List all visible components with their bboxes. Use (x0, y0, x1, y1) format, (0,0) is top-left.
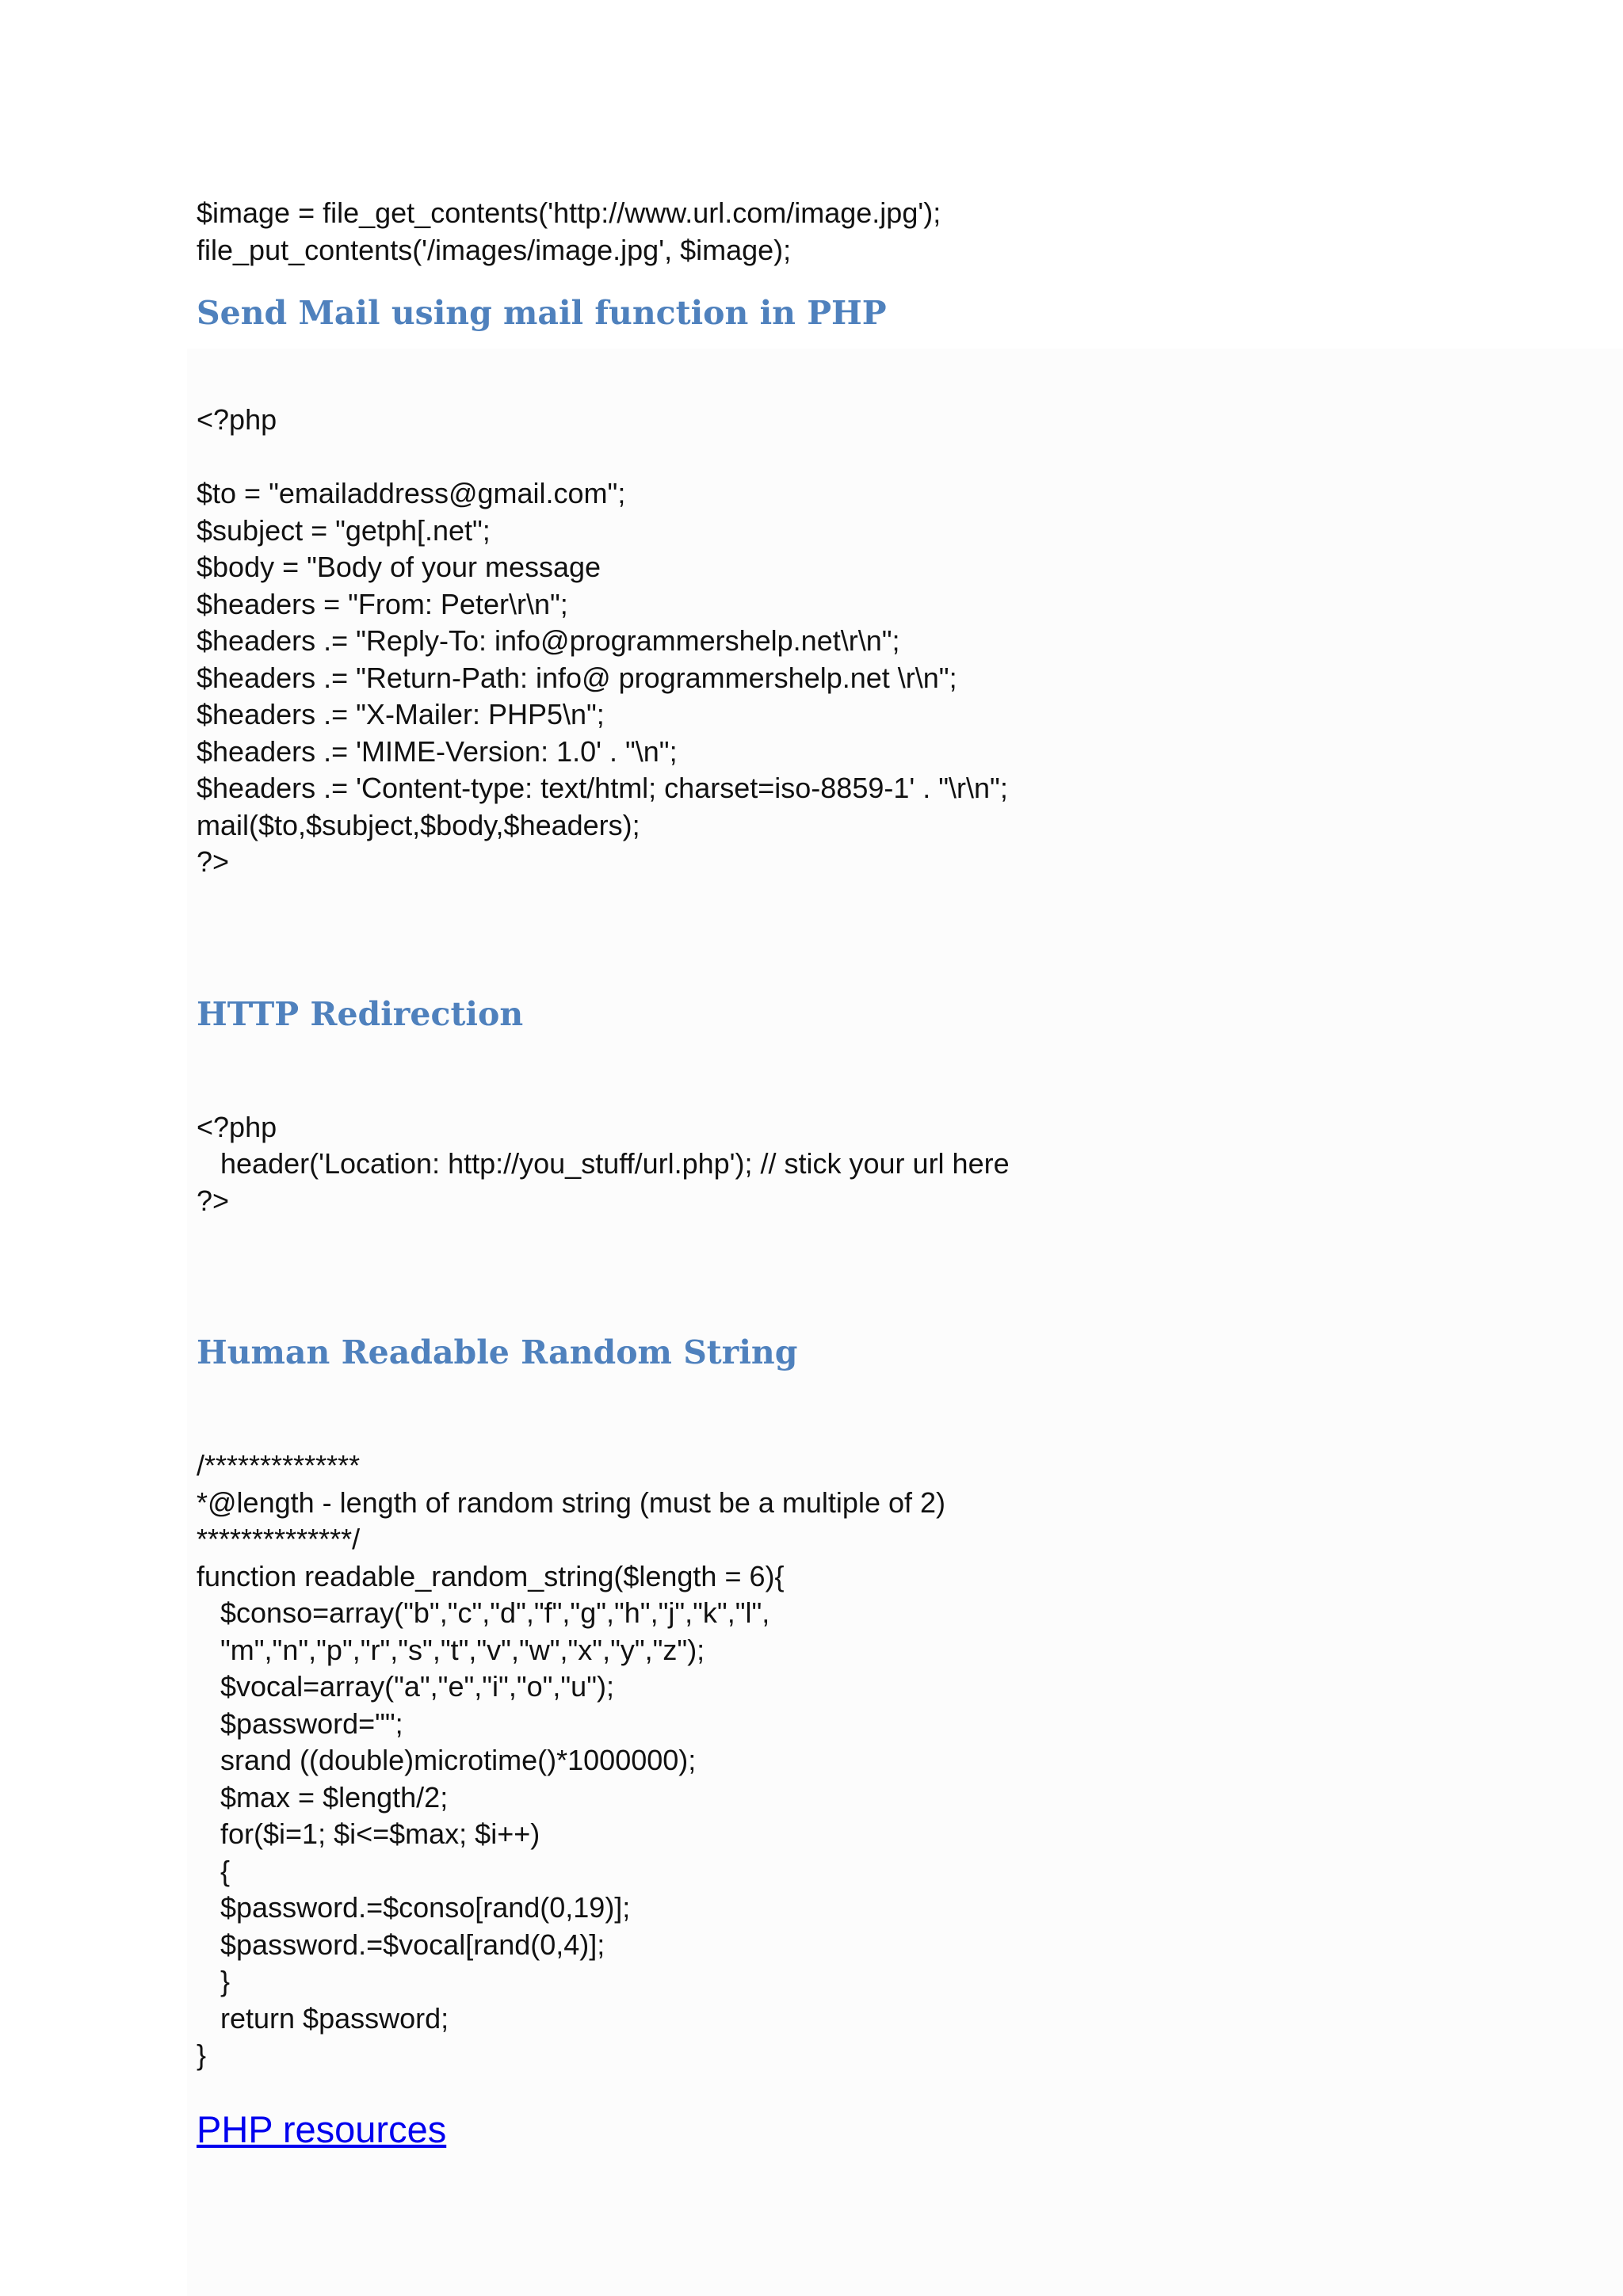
code-line: $vocal=array("a","e","i","o","u"); (197, 1670, 614, 1703)
code-line: $subject = "getph[.net"; (197, 513, 491, 547)
document-content (197, 195, 1560, 2153)
code-line: srand ((double)microtime()*1000000); (197, 1744, 697, 1776)
code-line: **************/ (197, 1523, 361, 1555)
section-heading-http-redirection: HTTP Redirection (197, 994, 524, 1033)
code-line: $password.=$vocal[rand(0,4)]; (197, 1928, 605, 1961)
code-line: $body = "Body of your message (197, 551, 601, 583)
send-mail-code (197, 402, 1560, 881)
code-line: $password.=$conso[rand(0,19)]; (197, 1891, 631, 1924)
random-string-code (197, 1447, 1560, 2074)
code-line: header('Location: http://you_stuff/url.php'); // stick your url here (197, 1147, 1010, 1180)
code-line: return $password; (197, 2001, 449, 2035)
code-line: { (197, 1854, 231, 1887)
code-line: $headers .= "X-Mailer: PHP5\n"; (197, 698, 605, 730)
section-heading-send-mail: Send Mail using mail function in PHP (197, 294, 887, 332)
image-copy-code (197, 195, 1560, 269)
code-line: <?php (197, 403, 277, 436)
code-line: $headers .= "Return-Path: info@ programmershelp.net \r\n"; (197, 661, 957, 694)
code-line: function readable_random_string($length = 6){ (197, 1559, 785, 1592)
code-line: $headers .= "Reply-To: info@programmershelp.net\r\n"; (197, 624, 900, 657)
http-redirection-code (197, 1109, 1560, 1220)
code-line: $password=""; (197, 1707, 403, 1740)
code-line: $image = file_get_contents('http://www.url.com/image.jpg'); (197, 196, 941, 229)
code-line: "m","n","p","r","s","t","v","w","x","y","z"); (197, 1633, 705, 1666)
code-line: $headers .= 'Content-type: text/html; charset=iso-8859-1' . "\r\n"; (197, 772, 1008, 804)
code-line: /************** (197, 1449, 361, 1482)
code-line: <?php (197, 1110, 277, 1143)
code-line: $conso=array("b","c","d","f","g","h","j","k","l", (197, 1596, 770, 1629)
section-heading-random-string: Human Readable Random String (197, 1333, 798, 1371)
code-line: } (197, 1965, 231, 1997)
code-line: $headers .= 'MIME-Version: 1.0' . "\n"; (197, 734, 678, 768)
code-line (197, 439, 1560, 476)
footer-link-wrapper (197, 2106, 1560, 2153)
code-line: } (197, 2039, 207, 2071)
code-line: file_put_contents('/images/image.jpg', $image); (197, 233, 792, 266)
code-line: ?> (197, 1184, 230, 1217)
php-resources-link[interactable]: PHP resources (197, 2107, 447, 2150)
code-line: for($i=1; $i<=$max; $i++) (197, 1817, 540, 1850)
code-line: $max = $length/2; (197, 1780, 449, 1814)
code-line: $headers = "From: Peter\r\n"; (197, 587, 568, 620)
code-line: ?> (197, 845, 230, 878)
code-line: *@length - length of random string (must be a multiple of 2) (197, 1486, 945, 1519)
code-line: mail($to,$subject,$body,$headers); (197, 808, 640, 841)
code-line: $to = "emailaddress@gmail.com"; (197, 477, 626, 509)
